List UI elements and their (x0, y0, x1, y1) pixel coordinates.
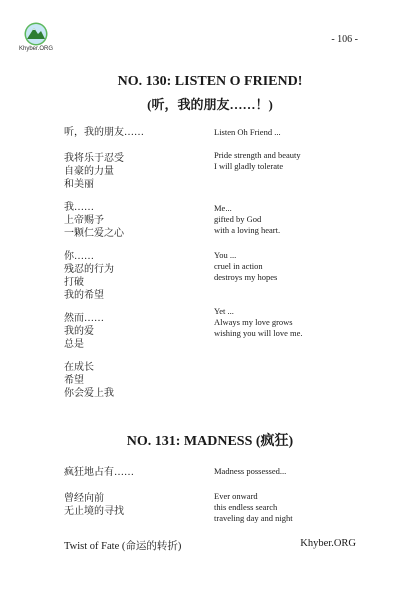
verse-line: with a loving heart. (214, 225, 281, 235)
verse-line: 自豪的力量 (64, 166, 114, 177)
verse-line: cruel in action (214, 261, 263, 271)
site-logo (16, 22, 56, 53)
verse-line: 在成长 (64, 362, 94, 373)
stanza-zh (64, 250, 114, 302)
stanza-en (214, 491, 293, 524)
verse-line: Ever onward (214, 491, 258, 501)
stanza-en (214, 127, 281, 138)
verse-line: Yet ... (214, 306, 234, 316)
stanza-en (214, 306, 303, 339)
verse-line: destroys my hopes (214, 272, 278, 282)
verse-line: 我的希望 (64, 290, 104, 301)
verse-line: 残忍的行为 (64, 264, 114, 275)
verse-line: gifted by God (214, 214, 262, 224)
page-number: - 106 - (331, 34, 358, 45)
verse-line: 希望 (64, 375, 84, 386)
verse-line: 无止境的寻找 (64, 506, 124, 517)
verse-line: Madness possessed... (214, 466, 287, 476)
stanza-zh (64, 492, 124, 518)
verse-line: traveling day and night (214, 513, 293, 523)
stanza-zh (64, 312, 104, 351)
logo-text: Khyber.ORG (18, 46, 53, 52)
verse-line: 你会爱上我 (64, 388, 114, 399)
verse-line: 你…… (64, 251, 94, 262)
verse-line: 我将乐于忍受 (64, 153, 124, 164)
verse-line: Always my love grows (214, 317, 293, 327)
mountain-logo-icon (24, 22, 48, 46)
stanza-en (214, 466, 286, 477)
stanza-en (214, 203, 280, 236)
verse-line: 听，我的朋友…… (64, 127, 144, 138)
poem-130-chinese-title: (听，我的朋友……！) (147, 97, 273, 112)
verse-line: 上帝赐予 (64, 215, 104, 226)
footer-book-title: Twist of Fate (命运的转折) (64, 541, 182, 552)
verse-line: I will gladly tolerate (214, 161, 284, 171)
stanza-zh (64, 152, 124, 191)
stanza-zh (64, 201, 124, 240)
verse-line: 我的爱 (64, 326, 94, 337)
verse-line: 打破 (64, 277, 84, 288)
stanza-zh (64, 466, 134, 479)
verse-line: wishing you will love me. (214, 328, 303, 338)
verse-line: Listen Oh Friend ... (214, 127, 281, 137)
verse-line: 曾经向前 (64, 493, 104, 504)
verse-line: Me... (214, 203, 232, 213)
verse-line: 疯狂地占有…… (64, 467, 134, 478)
stanza-en (214, 250, 277, 283)
footer-site-name: Khyber.ORG (300, 538, 356, 549)
stanza-zh (64, 361, 114, 400)
verse-line: 我…… (64, 202, 94, 213)
stanza-en (214, 150, 301, 172)
stanza-zh (64, 126, 144, 139)
poem-131-title: NO. 131: MADNESS (疯狂) (126, 434, 294, 449)
verse-line: this endless search (214, 502, 278, 512)
verse-line: 然而…… (64, 313, 104, 324)
verse-line: You ... (214, 250, 237, 260)
verse-line: Pride strength and beauty (214, 150, 301, 160)
verse-line: 一颗仁爱之心 (64, 228, 124, 239)
verse-line: 总是 (64, 339, 84, 350)
verse-line: 和美丽 (64, 179, 94, 190)
poem-130-title: NO. 130: LISTEN O FRIEND! (117, 74, 303, 89)
